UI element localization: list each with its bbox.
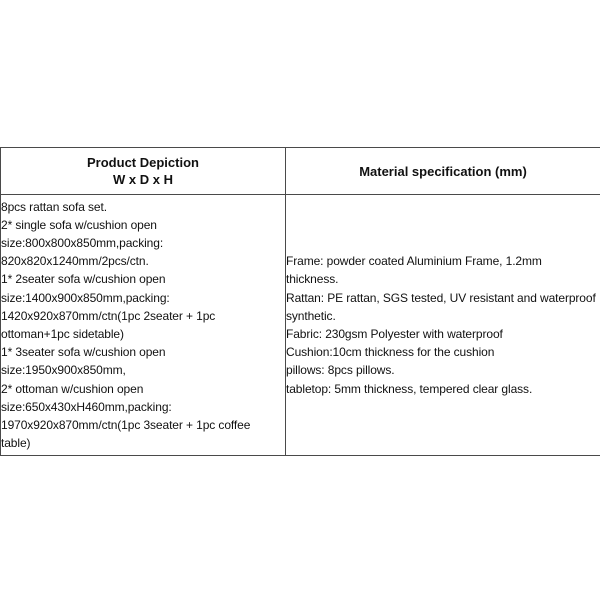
product-line: size:800x800x850mm,packing: (1, 235, 164, 250)
material-specification-header: Material specification (mm) (286, 148, 600, 195)
product-line: 2* ottoman w/cushion open (1, 381, 144, 396)
material-line: Rattan: PE rattan, SGS tested, UV resistant and waterproof (286, 290, 596, 305)
header-row (1, 148, 600, 195)
product-depiction-title: Product Depiction (87, 155, 199, 170)
material-line: Fabric: 230gsm Polyester with waterproof (286, 327, 503, 341)
material-line: tabletop: 5mm thickness, tempered clear glass. (286, 381, 533, 396)
product-line: size:1400x900x850mm,packing: (1, 290, 170, 305)
product-line: 1420x920x870mm/ctn(1pc 2seater + 1pc (1, 308, 216, 323)
product-depiction-cell (1, 195, 286, 456)
material-line: Frame: powder coated Aluminium Frame, 1.2mm (286, 254, 542, 269)
product-line: 1* 2seater sofa w/cushion open (1, 272, 166, 287)
product-line: table) (1, 436, 31, 451)
product-line: size:650x430xH460mm,packing: (1, 399, 172, 414)
material-specification-cell (286, 195, 600, 456)
dimension-order-label: W x D x H (113, 172, 173, 187)
product-line: 2* single sofa w/cushion open (1, 217, 157, 232)
table-row (1, 195, 600, 456)
product-line: size:1950x900x850mm, (1, 363, 126, 378)
material-line: thickness. (286, 272, 339, 287)
product-line: 1970x920x870mm/ctn(1pc 3seater + 1pc coffee (1, 418, 251, 433)
material-line: synthetic. (286, 308, 336, 323)
product-line: 820x820x1240mm/2pcs/ctn. (1, 254, 149, 269)
product-spec-table (0, 147, 600, 456)
product-depiction-header (1, 148, 286, 195)
product-line: 8pcs rattan sofa set. (1, 199, 107, 214)
material-line: Cushion:10cm thickness for the cushion (286, 345, 495, 360)
material-line: pillows: 8pcs pillows. (286, 363, 395, 378)
product-line: ottoman+1pc sidetable) (1, 327, 124, 341)
product-line: 1* 3seater sofa w/cushion open (1, 345, 166, 360)
